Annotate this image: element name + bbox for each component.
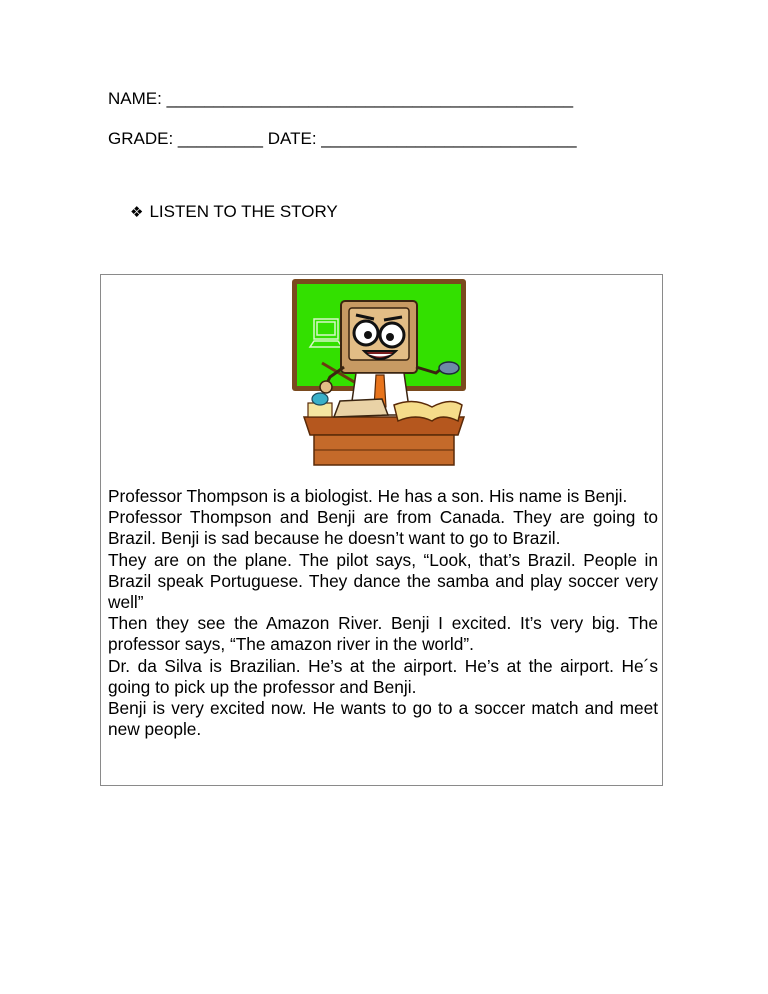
grade-label: GRADE: [108,129,174,148]
story-paragraph-6: Benji is very excited now. He wants to go to a soccer match and meet new people. [108,698,658,740]
apple-icon [312,393,328,405]
name-blank[interactable]: ___________________________________________ [166,89,574,108]
date-label: DATE: [267,129,317,148]
grade-blank[interactable]: _________ [177,129,264,148]
story-paragraph-5: Dr. da Silva is Brazilian. He’s at the airport. He’s at the airport. He´s going to pick up the professor and Benji. [108,655,658,697]
instruction-text: LISTEN TO THE STORY [149,202,338,221]
teacher-computer-illustration [286,275,478,470]
story-paragraph-2: Professor Thompson and Benji are from Canada. They are going to Brazil. Benji is sad because he doesn’t want to go to Brazil. [108,507,658,549]
story-box [100,274,663,786]
story-paragraph-3: They are on the plane. The pilot says, “Look, that’s Brazil. People in Brazil speak Portuguese. They dance the samba and play soccer very well” [108,549,658,613]
story-paragraph-4: Then they see the Amazon River. Benji I excited. It’s very big. The professor says, “The amazon river in the world”. [108,613,658,655]
date-blank[interactable]: ___________________________ [321,129,577,148]
story-text [108,486,658,740]
name-label: NAME: [108,89,162,108]
grade-date-line [108,128,577,150]
name-field-line [108,88,573,110]
story-paragraph-1: Professor Thompson is a biologist. He has a son. His name is Benji. [108,486,628,506]
keyboard-icon [334,399,388,417]
desk-top [304,417,464,435]
open-book-icon [394,401,462,421]
mouse-icon [439,362,459,374]
instruction-heading [130,201,338,224]
diamond-bullet-icon: ❖ [130,204,144,221]
